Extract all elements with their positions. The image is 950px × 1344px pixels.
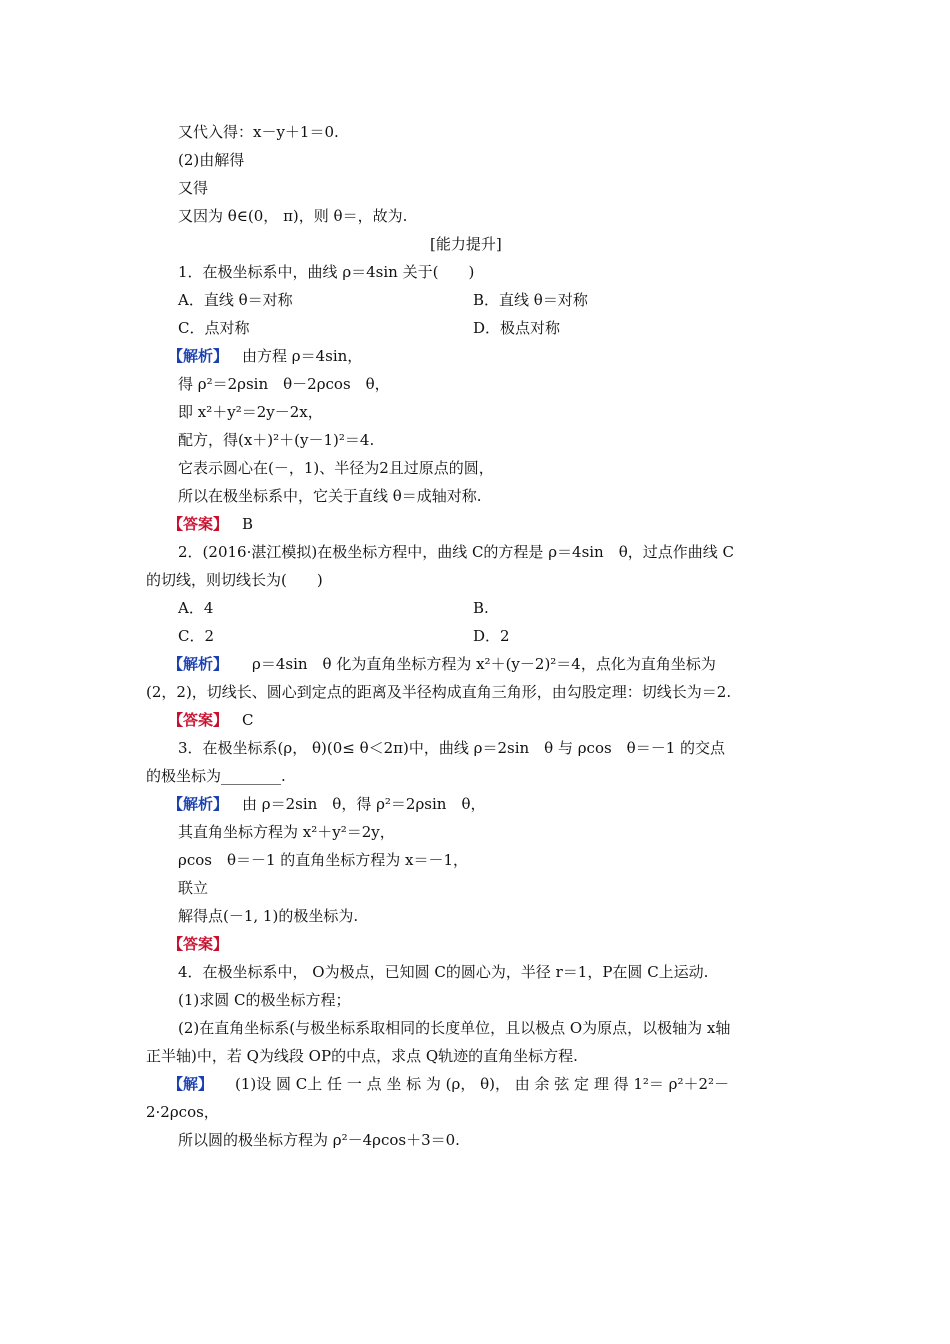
option-c: C．点对称 — [178, 319, 250, 337]
question-1: 1．在极坐标系中，曲线 ρ＝4sin 关于( ) — [178, 263, 475, 281]
analysis-line — [168, 654, 716, 674]
option-b: B．直线 θ＝对称 — [473, 291, 588, 309]
question-3: 3．在极坐标系(ρ， θ)(0≤ θ＜2π)中，曲线 ρ＝2sin θ 与 ρcos θ＝－1 的交点 — [178, 739, 726, 757]
text-line: 解得点(－1, 1)的极坐标为. — [178, 907, 359, 925]
analysis-label: 【解析】 — [168, 795, 229, 813]
text-line: 所以圆的极坐标方程为 ρ²－4ρcos＋3＝0. — [178, 1131, 460, 1149]
text-line: 所以在极坐标系中，它关于直线 θ＝成轴对称. — [178, 487, 482, 505]
answer-label: 【答案】 — [168, 935, 229, 953]
analysis-text: ρ＝4sin θ 化为直角坐标方程为 x²＋(y－2)²＝4，点化为直角坐标为 — [252, 655, 716, 673]
answer-value: C — [242, 711, 254, 729]
solution-text: (1)设 圆 C上 任 一 点 坐 标 为 (ρ， θ)， 由 余 弦 定 理 得 1²＝ ρ²＋2²－ — [235, 1075, 730, 1093]
analysis-line — [168, 346, 362, 366]
option-a: A．直线 θ＝对称 — [178, 291, 293, 309]
text-line: 又代入得：x－y＋1＝0. — [178, 123, 339, 141]
analysis-label: 【解析】 — [168, 655, 229, 673]
question-4: 4．在极坐标系中， O为极点，已知圆 C的圆心为，半径 r＝1，P在圆 C上运动. — [178, 963, 709, 981]
answer-value: B — [242, 515, 254, 533]
text-line: 其直角坐标方程为 x²＋y²＝2y， — [178, 823, 395, 841]
answer-line — [168, 514, 253, 534]
answer-line — [168, 710, 254, 730]
text-line: ρcos θ＝－1 的直角坐标方程为 x＝－1， — [178, 851, 469, 869]
section-title: [能力提升] — [430, 235, 502, 253]
text-line: 2·2ρcos， — [146, 1103, 219, 1121]
question-2: 2．(2016·湛江模拟)在极坐标方程中，曲线 C的方程是 ρ＝4sin θ，过点作曲线 C — [178, 543, 734, 561]
option-b: B. — [473, 599, 489, 617]
solution-line — [168, 1074, 729, 1094]
text-line: 配方，得(x＋)²＋(y－1)²＝4. — [178, 431, 375, 449]
text-line: 的切线，则切线长为( ) — [146, 571, 323, 589]
text-line: 联立 — [178, 879, 209, 897]
analysis-text: 由方程 ρ＝4sin， — [242, 347, 363, 365]
text-line: 的极坐标为________. — [146, 767, 286, 785]
text-line: 它表示圆心在(－，1)、半径为2且过原点的圆， — [178, 459, 494, 477]
analysis-line — [168, 794, 485, 814]
text-line: 正半轴)中，若 Q为线段 OP的中点，求点 Q轨迹的直角坐标方程. — [146, 1047, 578, 1065]
text-line: (1)求圆 C的极坐标方程； — [178, 991, 351, 1009]
option-d: D．2 — [473, 627, 510, 645]
text-line: 又因为 θ∈(0， π)，则 θ＝，故为. — [178, 207, 408, 225]
option-d: D．极点对称 — [473, 319, 561, 337]
answer-line — [168, 934, 228, 954]
text-line: 即 x²＋y²＝2y－2x， — [178, 403, 323, 421]
answer-label: 【答案】 — [168, 515, 229, 533]
answer-label: 【答案】 — [168, 711, 229, 729]
analysis-text: 由 ρ＝2sin θ，得 ρ²＝2ρsin θ， — [242, 795, 486, 813]
text-line: (2)在直角坐标系(与极坐标系取相同的长度单位，且以极点 O为原点，以极轴为 x轴 — [178, 1019, 731, 1037]
analysis-label: 【解析】 — [168, 347, 229, 365]
option-c: C．2 — [178, 627, 215, 645]
text-line: (2)由解得 — [178, 151, 245, 169]
text-line: 又得 — [178, 179, 209, 197]
text-line: (2，2)，切线长、圆心到定点的距离及半径构成直角三角形，由勾股定理：切线长为＝2. — [146, 683, 732, 701]
solution-label: 【解】 — [168, 1075, 214, 1093]
text-line: 得 ρ²＝2ρsin θ－2ρcos θ， — [178, 375, 390, 393]
option-a: A．4 — [178, 599, 214, 617]
